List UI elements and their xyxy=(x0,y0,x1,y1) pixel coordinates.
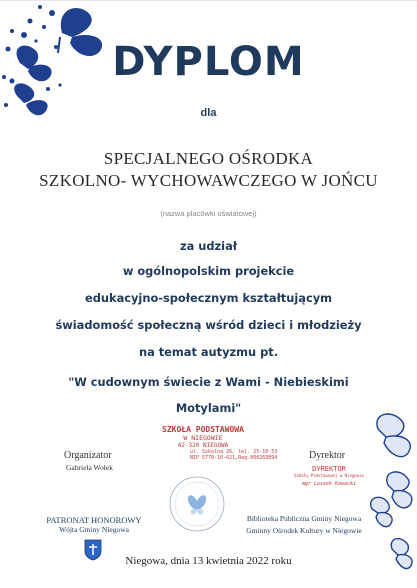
school-stamp-line-4: ul. Szkolna 26, tel. 25-10-53 xyxy=(190,449,278,455)
school-stamp-line-2: W NIEGOWIE xyxy=(183,434,223,442)
organizer-title: Organizator xyxy=(64,450,112,461)
patronat-line-2: Wójta Gminy Niegowa xyxy=(59,525,129,534)
date-line: Niegowa, dnia 13 kwietnia 2022 roku xyxy=(125,555,292,567)
school-stamp-line-3: 42-320 NIEGOWA xyxy=(177,442,229,449)
school-stamp-line-5: NIP 5770-10-621,Reg.000269894 xyxy=(190,455,278,461)
diploma-title: DYPLOM xyxy=(112,39,305,85)
library-line-2: Gminny Ośrodek Kultury w Niegowie xyxy=(246,526,362,535)
body-line-5: na temat autyzmu pt. xyxy=(138,345,279,359)
patronat-line-1: PATRONAT HONOROWY xyxy=(46,515,142,525)
body-line-3: edukacyjno-społecznym kształtującym xyxy=(85,291,332,305)
patronat-block xyxy=(42,515,146,534)
library-block xyxy=(234,514,374,535)
butterfly-icon xyxy=(377,414,410,457)
butterfly-icon xyxy=(387,472,412,508)
school-stamp-line-1: SZKOŁA PODSTAWOWA xyxy=(162,425,244,434)
director-title: Dyrektor xyxy=(309,450,346,461)
body-line-1: za udział xyxy=(180,239,237,253)
body-line-2: w ogólnopolskim projekcie xyxy=(122,264,295,278)
director-stamp-line-1: DYREKTOR xyxy=(312,465,346,473)
director-stamp-line-2: Szkoły Podstawowej w Niegowie xyxy=(294,473,364,478)
library-line-1: Biblioteka Publiczna Gminy Niegowa xyxy=(246,514,362,523)
body-line-4: świadomość społeczną wśród dzieci i młodzieży xyxy=(55,318,362,332)
institution-line-2: SZKOLNO- WYCHOWAWCZEGO W JOŃCU xyxy=(39,171,378,190)
body-line-7: Motylami" xyxy=(175,401,242,415)
body-line-6: "W cudownym świecie z Wami - Niebieskimi xyxy=(68,375,349,389)
director-stamp-line-3: mgr Leszek Kowacki xyxy=(301,481,357,487)
organizer-name: Gabriela Wołek xyxy=(66,463,113,472)
director-stamp xyxy=(294,465,364,487)
institution-caption: (nazwa placówki oświatowej) xyxy=(160,209,257,218)
dla-label: dla xyxy=(200,107,217,119)
school-stamp xyxy=(160,425,290,461)
institution-line-1: SPECJALNEGO OŚRODKA xyxy=(103,149,314,168)
project-logo-icon xyxy=(168,475,226,533)
